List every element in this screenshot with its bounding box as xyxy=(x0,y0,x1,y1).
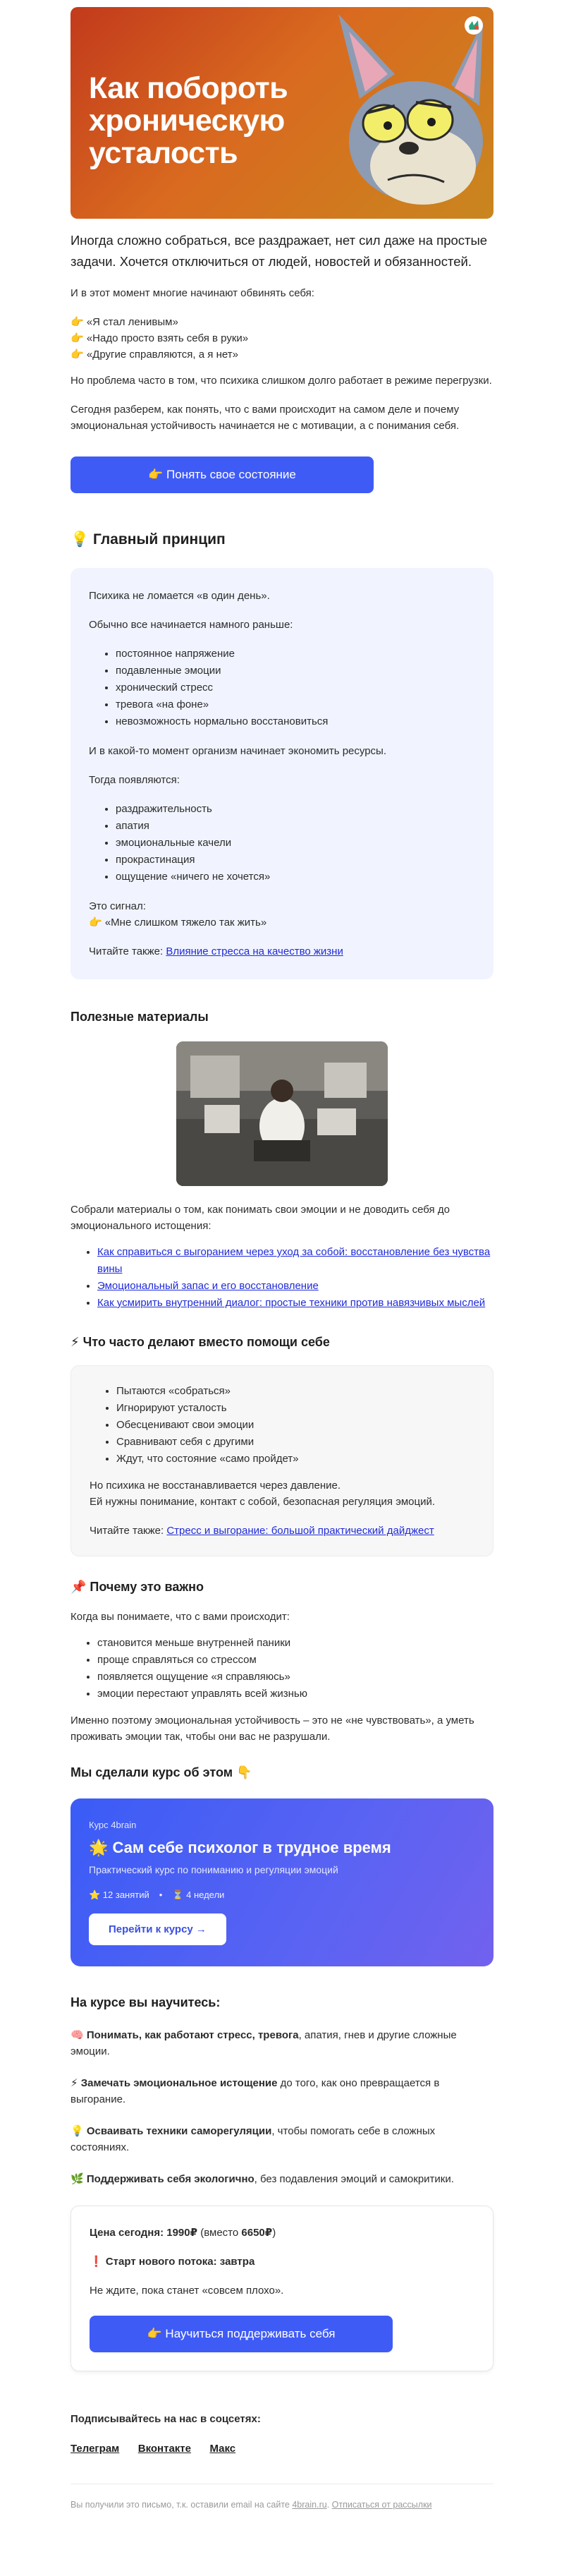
instead-list xyxy=(90,1383,474,1468)
list-item: • проще справляться со стрессом xyxy=(97,1652,494,1669)
blame-quotes xyxy=(70,314,494,363)
list-item: • эмоции перестают управлять всей жизнью xyxy=(97,1686,494,1703)
intro-paragraph-1: Но проблема часто в том, что психика слишком долго работает в режиме перегрузки. xyxy=(70,375,492,387)
quote-item: 👉 «Надо просто взять себя в руки» xyxy=(70,332,249,344)
hero-banner xyxy=(70,7,494,219)
learn-item-text: до того, как оно превращается в выгорание. xyxy=(70,2077,440,2105)
price-label: Цена сегодня: xyxy=(90,2227,167,2239)
course-kicker: Курс 4brain xyxy=(89,1820,137,1830)
list-item: • ощущение «ничего не хочется» xyxy=(116,869,475,885)
hero-title-line-2: хроническую xyxy=(89,104,285,138)
list-item: • постоянное напряжение xyxy=(116,646,475,663)
stress-quality-link[interactable]: Влияние стресса на качество жизни xyxy=(166,945,343,957)
read-also xyxy=(90,1523,474,1539)
stress-digest-link[interactable]: Стресс и выгорание: большой практический дайджест xyxy=(166,1525,434,1537)
list-item: • подавленные эмоции xyxy=(116,663,475,679)
price-card xyxy=(70,2206,494,2371)
course-lessons: ⭐ 12 занятий xyxy=(89,1889,149,1900)
understand-state-button[interactable]: 👉 Понять свое состояние xyxy=(70,456,374,493)
footer-text xyxy=(70,2497,494,2513)
list-item: • эмоциональные качели xyxy=(116,835,475,852)
learn-list xyxy=(70,2027,494,2187)
read-also xyxy=(89,943,475,960)
materials-intro: Собрали материалы о том, как понимать свои эмоции и не доводить себя до эмоционального истощения: xyxy=(70,1204,450,1232)
office-photo-image xyxy=(176,1041,388,1186)
price-line xyxy=(90,2225,474,2241)
list-item: • Игнорируют усталость xyxy=(116,1400,474,1417)
why-heading: 📌 Почему это важно xyxy=(70,1580,204,1594)
symptoms-list xyxy=(89,801,475,885)
materials-heading: Полезные материалы xyxy=(70,1010,209,1024)
learn-item-text: , апатия, гнев и другие сложные эмоции. xyxy=(70,2029,457,2057)
max-link[interactable]: Макс xyxy=(209,2443,236,2455)
price-old-value: 6650₽ xyxy=(241,2227,273,2239)
learn-item xyxy=(70,2123,494,2155)
burnout-selfcare-link[interactable]: Как справиться с выгоранием через уход за собой: восстановление без чувства вины xyxy=(97,1246,491,1275)
price-old-prefix: (вместо xyxy=(197,2227,242,2239)
learn-item-bold: Осваивать техники саморегуляции xyxy=(86,2125,272,2137)
quote-item: 👉 «Другие справляются, а я нет» xyxy=(70,349,238,361)
brand-logo-icon xyxy=(464,16,484,35)
learn-item xyxy=(70,2027,494,2060)
learn-heading: На курсе вы научитесь: xyxy=(70,1995,221,2009)
list-item: • Пытаются «собраться» xyxy=(116,1383,474,1400)
list-item: • раздражительность xyxy=(116,801,475,818)
list-item: • Обесценивают свои эмоции xyxy=(116,1417,474,1434)
cartoon-cat-illustration xyxy=(310,7,494,219)
instead-heading: ⚡ Что часто делают вместо помощи себе xyxy=(70,1335,330,1349)
list-item: • апатия xyxy=(116,818,475,835)
lightning-icon: ⚡ xyxy=(70,2077,78,2089)
course-weeks: ⏳ 4 недели xyxy=(172,1889,225,1900)
price-note: Не ждите, пока станет «совсем плохо». xyxy=(90,2285,284,2297)
list-item: • прокрастинация xyxy=(116,852,475,869)
learn-item-text: , чтобы помогать себе в сложных состояниях. xyxy=(70,2125,436,2153)
unsubscribe-link[interactable]: Отписаться от рассылки xyxy=(331,2500,432,2510)
learn-item-text: , без подавления эмоций и самокритики. xyxy=(254,2173,454,2185)
intro-lead: Иногда сложно собраться, все раздражает, нет сил даже на простые задачи. Хочется отключиться от людей, новостей и обязанностей. xyxy=(70,233,488,269)
learn-item-bold: Понимать, как работают стресс, тревога xyxy=(86,2029,299,2041)
read-also-prefix: Читайте также: xyxy=(90,1525,167,1537)
principle-card xyxy=(70,568,494,979)
content-column xyxy=(70,7,494,2513)
intro-blame-text: И в этот момент многие начинают обвинять себя: xyxy=(70,287,314,299)
learn-support-button[interactable]: 👉 Научиться поддерживать себя xyxy=(90,2316,393,2352)
principle-text: Психика не ломается «в один день». xyxy=(89,590,270,602)
hero-title xyxy=(89,72,329,169)
hero-title-line-3: усталость xyxy=(89,136,238,170)
principle-text: Тогда появляются: xyxy=(89,774,180,786)
principle-text: И в какой-то момент организм начинает экономить ресурсы. xyxy=(89,745,386,757)
why-intro: Когда вы понимаете, что с вами происходит: xyxy=(70,1611,290,1623)
principle-text: Это сигнал: xyxy=(89,900,146,912)
list-item: • становится меньше внутренней паники xyxy=(97,1635,494,1652)
list-item xyxy=(97,1244,494,1278)
instead-text: Ей нужны понимание, контакт с собой, безопасная регуляция эмоций. xyxy=(90,1496,436,1508)
footer-notice: Вы получили это письмо, т.к. оставили email на сайте xyxy=(70,2500,293,2510)
materials-links xyxy=(70,1244,494,1312)
course-subtitle: Практический курс по пониманию и регуляции эмоций xyxy=(89,1864,338,1875)
list-item: • Ждут, что состояние «само пройдет» xyxy=(116,1451,474,1468)
list-item: • появляется ощущение «я справляюсь» xyxy=(97,1669,494,1686)
learn-item xyxy=(70,2171,494,2187)
instead-card xyxy=(70,1365,494,1556)
stress-list xyxy=(89,646,475,730)
instead-text: Но психика не восстанавливается через давление. xyxy=(90,1480,341,1492)
list-item: • невозможность нормально восстановиться xyxy=(116,713,475,730)
inner-dialogue-link[interactable]: Как усмирить внутренний диалог: простые техники против навязчивых мыслей xyxy=(97,1297,486,1309)
price-old-suffix: ) xyxy=(272,2227,276,2239)
course-meta xyxy=(89,1889,475,1901)
principle-text: Обычно все начинается намного раньше: xyxy=(89,619,293,631)
emotional-reserve-link[interactable]: Эмоциональный запас и его восстановление xyxy=(97,1280,319,1292)
principle-heading: 💡 Главный принцип xyxy=(70,531,226,548)
why-list xyxy=(70,1635,494,1703)
hero-title-line-1: Как побороть xyxy=(89,71,288,105)
vkontakte-link[interactable]: Вконтакте xyxy=(137,2443,191,2455)
principle-text: 👉 «Мне слишком тяжело так жить» xyxy=(89,917,267,929)
meta-dot: • xyxy=(159,1889,163,1900)
quote-item: 👉 «Я стал ленивым» xyxy=(70,316,178,328)
office-photo xyxy=(176,1041,388,1186)
leaf-icon: 🌿 xyxy=(70,2173,84,2185)
brain-icon: 🧠 xyxy=(70,2029,84,2041)
list-item xyxy=(97,1295,494,1312)
why-summary: Именно поэтому эмоциональная устойчивость – это не «не чувствовать», а уметь проживать эмоции так, чтобы они вас не разрушали. xyxy=(70,1715,474,1743)
intro-paragraph-2: Сегодня разберем, как понять, что с вами происходит на самом деле и почему эмоциональная устойчивость начинается не с мотивации, а с понимания себя. xyxy=(70,404,460,432)
list-item: • тревога «на фоне» xyxy=(116,696,475,713)
social-links xyxy=(70,2443,494,2455)
learn-item xyxy=(70,2075,494,2108)
telegram-link[interactable]: Телеграм xyxy=(70,2443,120,2455)
go-to-course-button[interactable]: Перейти к курсу → xyxy=(89,1913,226,1945)
footer-sep: . xyxy=(326,2500,332,2510)
course-heading: Мы сделали курс об этом 👇 xyxy=(70,1765,252,1779)
price-value: 1990₽ xyxy=(166,2227,198,2239)
list-item: • хронический стресс xyxy=(116,679,475,696)
social-heading: Подписывайтесь на нас в соцсетях: xyxy=(70,2413,261,2425)
learn-item-bold: Поддерживать себя экологично xyxy=(86,2173,255,2185)
stream-start: ❗ Старт нового потока: завтра xyxy=(90,2256,255,2268)
list-item xyxy=(97,1278,494,1295)
course-title: 🌟 Сам себе психолог в трудное время xyxy=(89,1839,391,1856)
site-link[interactable]: 4brain.ru xyxy=(292,2500,327,2510)
course-card xyxy=(70,1798,494,1966)
read-also-prefix: Читайте также: xyxy=(89,945,166,957)
bulb-icon: 💡 xyxy=(70,2125,84,2137)
learn-item-bold: Замечать эмоциональное истощение xyxy=(80,2077,278,2089)
list-item: • Сравнивают себя с другими xyxy=(116,1434,474,1451)
